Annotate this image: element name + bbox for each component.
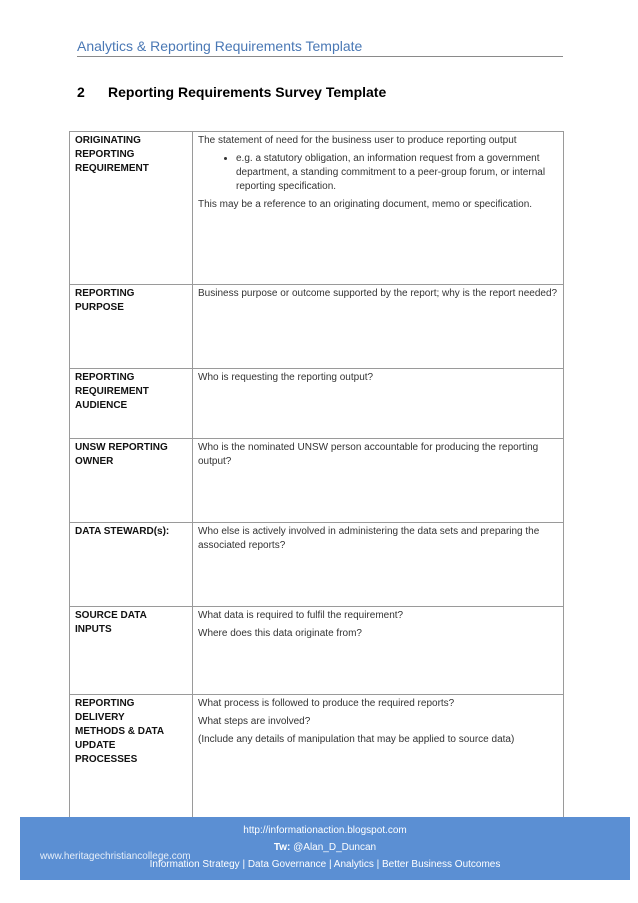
row-label-line: REPORTING	[75, 288, 135, 299]
description-text: What steps are involved?	[198, 716, 311, 727]
row-label-line: METHODS & DATA	[75, 726, 165, 737]
row-description	[193, 285, 564, 369]
row-label	[70, 285, 193, 369]
section-title: Reporting Requirements Survey Template	[108, 84, 387, 100]
table-row	[70, 695, 564, 818]
description-text: What data is required to fulfil the requirement?	[198, 610, 404, 621]
header-divider	[77, 56, 563, 57]
row-description	[193, 439, 564, 523]
row-description	[193, 607, 564, 695]
row-description	[193, 695, 564, 818]
table-row	[70, 439, 564, 523]
document-header-title: Analytics & Reporting Requirements Template	[77, 38, 363, 54]
description-bullet: • e.g. a statutory obligation, an information request from a government department, a standing commitment to a peer-group forum, or internal reporting specification.	[236, 152, 558, 194]
page-footer	[20, 817, 630, 880]
description-text: Who is the nominated UNSW person accountable for producing the reporting output?	[198, 442, 539, 467]
description-text: Who is requesting the reporting output?	[198, 372, 374, 383]
row-label-line: DELIVERY	[75, 712, 125, 723]
table-row	[70, 369, 564, 439]
row-description	[193, 369, 564, 439]
row-label-line: PURPOSE	[75, 302, 124, 313]
table-row	[70, 285, 564, 369]
row-label-line: INPUTS	[75, 624, 112, 635]
row-label-line: SOURCE DATA	[75, 610, 147, 621]
watermark-text: www.heritagechristiancollege.com	[40, 851, 191, 862]
description-text: The statement of need for the business user to produce reporting output	[198, 135, 517, 146]
row-description	[193, 132, 564, 285]
row-label	[70, 695, 193, 818]
description-text: Where does this data originate from?	[198, 628, 362, 639]
row-label	[70, 132, 193, 285]
row-label-line: REPORTING	[75, 372, 135, 383]
table-row	[70, 607, 564, 695]
row-description	[193, 523, 564, 607]
row-label-line: UPDATE	[75, 740, 116, 751]
description-text: Business purpose or outcome supported by the report; why is the report needed?	[198, 288, 558, 299]
row-label	[70, 523, 193, 607]
row-label-line: REQUIREMENT	[75, 163, 149, 174]
description-bullet-list	[198, 152, 558, 194]
row-label-line: PROCESSES	[75, 754, 138, 765]
footer-tagline: Information Strategy | Data Governance | Analytics | Better Business Outcomes	[149, 859, 501, 870]
row-label-line: UNSW REPORTING	[75, 442, 168, 453]
row-label-line: ORIGINATING	[75, 135, 141, 146]
footer-twitter-label: Tw:	[273, 842, 291, 853]
survey-table	[69, 131, 564, 818]
row-label	[70, 369, 193, 439]
description-text: Who else is actively involved in administering the data sets and preparing the associated reports?	[198, 526, 540, 551]
row-label-line: AUDIENCE	[75, 400, 128, 411]
table-row	[70, 523, 564, 607]
row-label	[70, 607, 193, 695]
table-row	[70, 132, 564, 285]
row-label-line: REPORTING	[75, 149, 135, 160]
row-label-line: REPORTING	[75, 698, 135, 709]
description-text: (Include any details of manipulation that may be applied to source data)	[198, 734, 515, 745]
footer-twitter-handle: @Alan_D_Duncan	[293, 842, 377, 853]
section-number: 2	[77, 84, 85, 100]
row-label-line: REQUIREMENT	[75, 386, 149, 397]
section-heading	[77, 84, 386, 100]
row-label	[70, 439, 193, 523]
row-label-line: DATA STEWARD(s):	[75, 526, 170, 537]
footer-url: http://informationaction.blogspot.com	[243, 825, 407, 836]
description-text: What process is followed to produce the required reports?	[198, 698, 455, 709]
description-text: This may be a reference to an originating document, memo or specification.	[198, 199, 533, 210]
row-label-line: OWNER	[75, 456, 114, 467]
